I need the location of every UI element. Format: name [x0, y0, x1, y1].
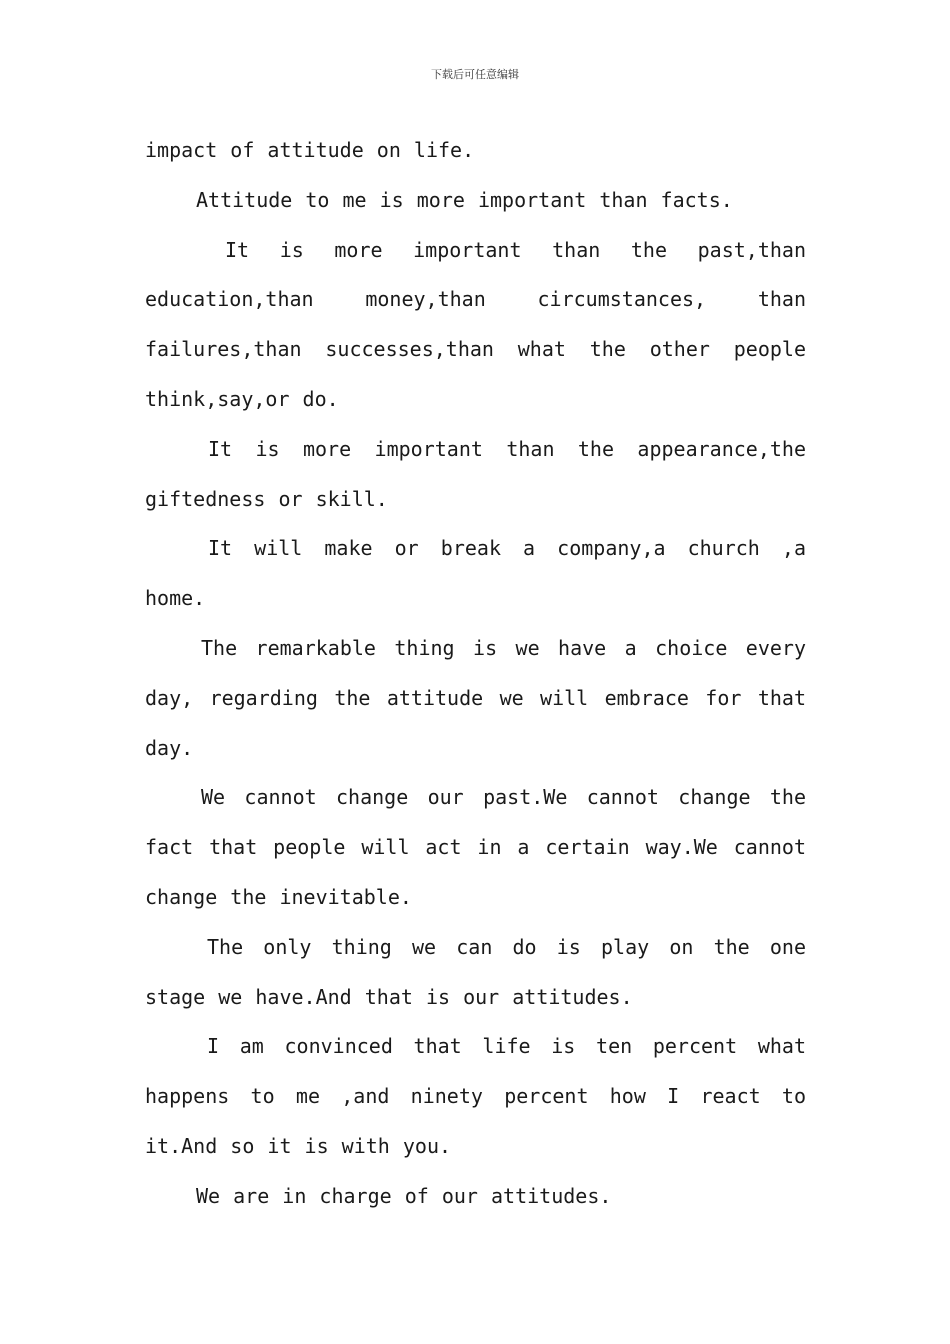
page-header: 下载后可任意编辑 — [431, 68, 519, 81]
paragraph-more-important-past: It is more important than the past,than education,than money,than circumstances, than failures,than successes,than what the other people think,say,or do. — [145, 237, 806, 411]
paragraph-continuation: impact of attitude on life. — [145, 138, 475, 162]
document-body — [145, 126, 806, 1222]
paragraph-appearance: It is more important than the appearance,the giftedness or skill. — [145, 436, 806, 511]
paragraph-make-or-break: It will make or break a company,a church ,a home. — [145, 536, 806, 611]
paragraph-attitude-facts: Attitude to me is more important than facts. — [196, 187, 733, 212]
paragraph-choice-every-day: The remarkable thing is we have a choice every day, regarding the attitude we will embrace for that day. — [145, 635, 806, 760]
paragraph-in-charge: We are in charge of our attitudes. — [196, 1183, 612, 1208]
paragraph-cannot-change: We cannot change our past.We cannot change the fact that people will act in a certain way.We cannot change the inevitable. — [145, 785, 806, 909]
paragraph-ten-percent: I am convinced that life is ten percent what happens to me ,and ninety percent how I react to it.And so it is with you. — [145, 1034, 806, 1158]
paragraph-one-stage: The only thing we can do is play on the one stage we have.And that is our attitudes. — [145, 934, 806, 1009]
